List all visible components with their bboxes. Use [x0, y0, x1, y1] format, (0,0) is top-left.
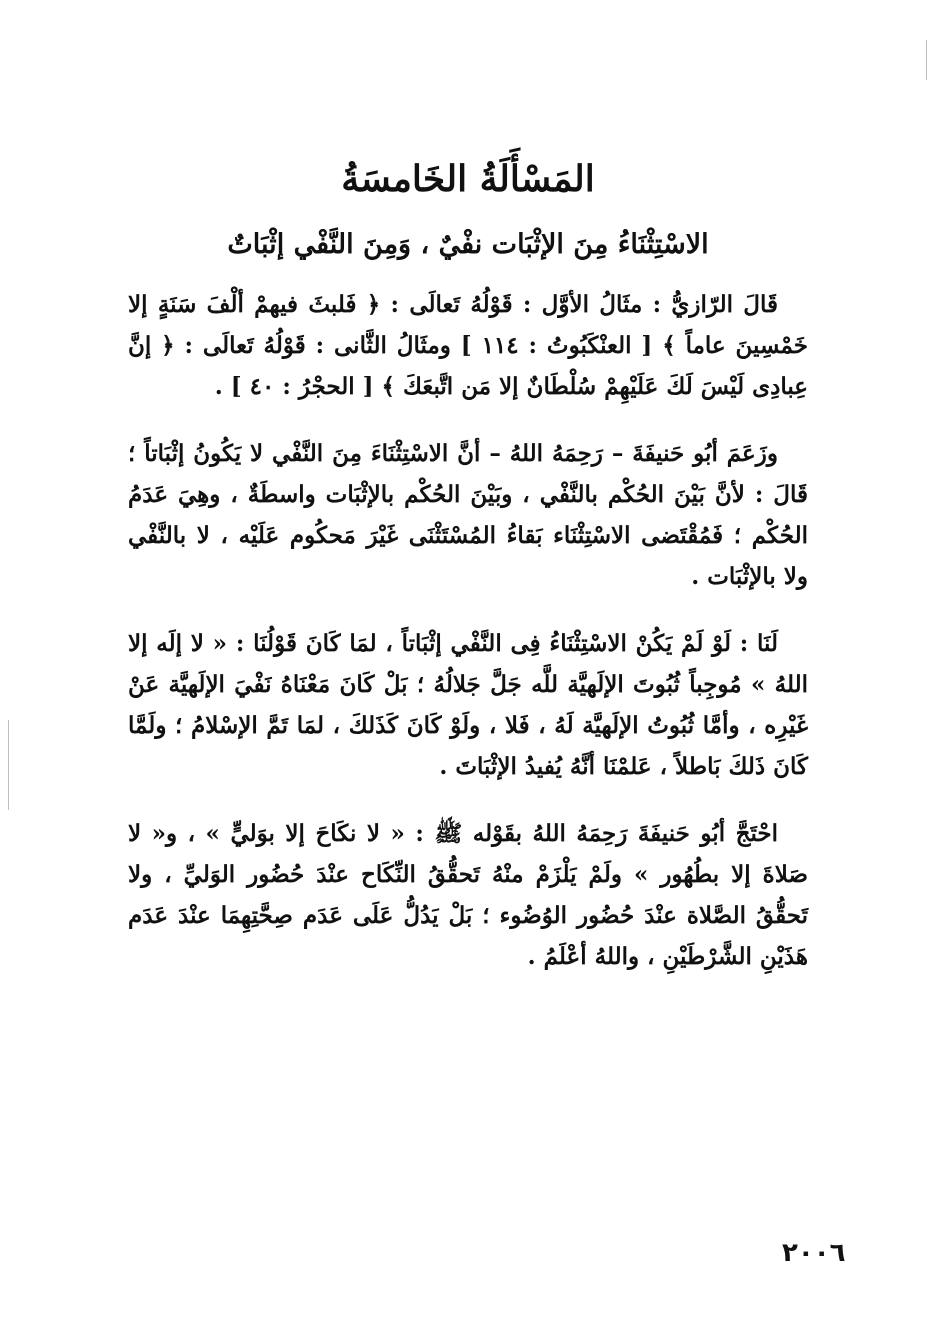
paragraph-razi-examples: قَالَ الرّازيُّ : مثَالُ الأوَّل : قَوْلُهُ تَعالَى : ﴿ فَلبثَ فيهمْ ألْفَ سَنَةٍ إلا خَمْسِينَ عاماً ﴾ [ العنْكَبُوتُ : ١١٤ ] ومثَالُ الثَّانى : قَوْلُهُ تَعالَى : ﴿ إنَّ عِبادِى لَيْسَ لَكَ عَلَيْهِمْ سُلْطَانٌ إلا مَن اتَّبعَكَ ﴾ [ الحجْرُ : ٤٠ ] . — [128, 291, 809, 400]
page-number: ٢٠٠٦ — [782, 1238, 846, 1268]
paragraph-abu-hanifa-claim: وزَعَمَ أبُو حَنيفَةَ – رَحِمَهُ اللهُ – أنَّ الاسْتِثْنَاءَ مِنَ النَّفْي لا يَكُونُ إثْبَاتاً ؛ قَالَ : لأنَّ بَيْنَ الحُكْم بالنَّفْي ، وبَيْنَ الحُكْم بالإثْبَات واسطَةٌ ، وهِيَ عَدَمُ الحُكْم ؛ فَمُقْتَضى الاسْتِثْنَاء بَقاءُ المُسْتَثْنَى غَيْرَ مَحكُوم عَلَيْه ، لا بالنَّفْي ولا بالإثْبَات . — [128, 440, 808, 590]
paragraph-our-argument: لَنَا : لَوْ لَمْ يَكُنْ الاسْتِثْنَاءُ فِى النَّفْي إثْبَاتاً ، لمَا كَانَ قَوْلُنَا : « لا إلَه إلا اللهُ » مُوجِباً ثُبُوتَ الإلَهيَّة للَّه جَلَّ جَلالُهُ ؛ بَلْ كَانَ مَعْنَاهُ نَفْيَ الإلَهيَّة عَنْ غَيْرِه ، وأمَّا ثُبُوتُ الإلَهيَّة لَهُ ، فَلا ، ولَوْ كَانَ كَذَلكَ ، لمَا تَمَّ الإسْلامُ ؛ ولَمَّا كَانَ ذَلكَ بَاطلاً ، عَلمْنَا أنَّهُ يُفيدُ الإثْبَاتَ . — [128, 630, 808, 780]
scan-edge-mark — [8, 720, 9, 810]
paragraph-abu-hanifa-proof: احْتَجَّ أبُو حَنيفَةَ رَحِمَهُ اللهُ بقَوْله ﷺ : « لا نكَاحَ إلا بوَليٍّ » ، و« لا صَلاةَ إلا بطُهُور » ولَمْ يَلْزَمْ منْهُ تَحقُّقُ النِّكَاح عنْدَ حُضُور الوَليِّ ، ولا تَحقُّقُ الصَّلاة عنْدَ حُضُور الوُضُوء ؛ بَلْ يَدُلُّ عَلَى عَدَم صِحَّتِهِمَا عنْدَ عَدَم هَذَيْنِ الشَّرْطَيْنِ ، واللهُ أعْلَمُ . — [128, 820, 808, 970]
chapter-subtitle: الاسْتِثْنَاءُ مِنَ الإثْبَات نفْيٌ ، وَمِنَ النَّفْي إثْبَاتٌ — [227, 229, 709, 260]
main-text-block — [128, 150, 808, 1003]
chapter-title: المَسْأَلَةُ الخَامسَةُ — [341, 158, 595, 200]
scan-edge-mark — [926, 40, 927, 80]
